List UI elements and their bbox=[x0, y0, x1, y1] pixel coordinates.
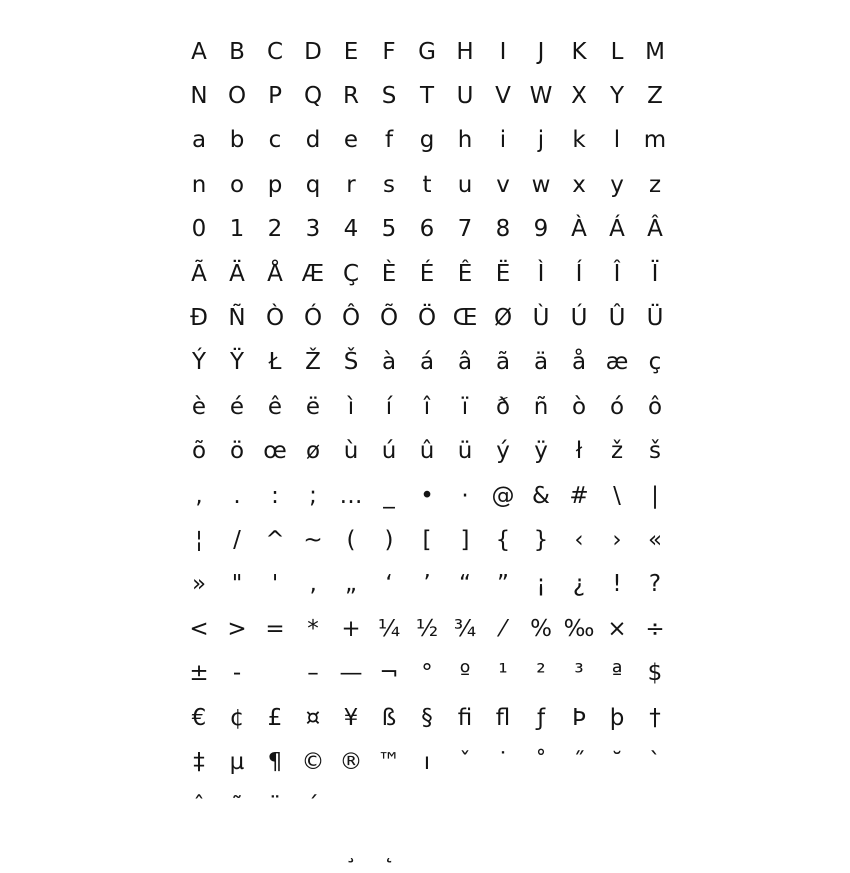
glyph-cell: ª bbox=[611, 660, 623, 687]
glyph-cell: ² bbox=[536, 660, 546, 687]
glyph-cell: Ø bbox=[493, 305, 513, 332]
glyph-cell: œ bbox=[263, 438, 287, 465]
glyph-cell: [ bbox=[422, 526, 432, 553]
glyph-cell: Ÿ bbox=[229, 349, 245, 376]
glyph-cell: Œ bbox=[452, 305, 478, 332]
glyph-cell: ™ bbox=[377, 748, 401, 775]
glyph-cell: í bbox=[385, 393, 393, 420]
glyph-cell: 9 bbox=[533, 216, 549, 243]
glyph-cell: Ý bbox=[191, 349, 207, 376]
glyph-cell: ˇ bbox=[459, 748, 471, 775]
glyph-row bbox=[180, 30, 674, 74]
glyph-cell: ˚ bbox=[535, 748, 547, 775]
glyph-cell: Ž bbox=[305, 349, 321, 376]
glyph-cell: { bbox=[495, 526, 511, 553]
glyph-cell: º bbox=[459, 660, 471, 687]
glyph-cell: Ł bbox=[268, 349, 282, 376]
glyph-cell: Ò bbox=[265, 305, 285, 332]
glyph-cell: N bbox=[190, 83, 208, 110]
glyph-cell: é bbox=[229, 393, 245, 420]
glyph-cell: & bbox=[532, 482, 550, 509]
glyph-cell: ç bbox=[648, 349, 662, 376]
glyph-cell: C bbox=[266, 38, 284, 65]
glyph-cell: ì bbox=[347, 393, 355, 420]
glyph-cell: ƒ bbox=[536, 704, 546, 731]
glyph-cell: ] bbox=[460, 526, 470, 553]
glyph-cell: ú bbox=[381, 438, 397, 465]
glyph-cell: Š bbox=[343, 349, 359, 376]
glyph-cell: 0 bbox=[191, 216, 207, 243]
glyph-cell: £ bbox=[267, 704, 283, 731]
glyph-cell: ^ bbox=[265, 526, 285, 553]
glyph-row bbox=[180, 385, 674, 429]
glyph-cell: ( bbox=[346, 526, 356, 553]
glyph-cell: V bbox=[495, 83, 511, 110]
glyph-cell: % bbox=[530, 615, 552, 642]
glyph-cell: ¦ bbox=[195, 526, 203, 553]
glyph-cell: f bbox=[384, 127, 394, 154]
glyph-cell: – bbox=[307, 660, 319, 687]
glyph-cell: ; bbox=[309, 482, 317, 509]
glyph-cell: • bbox=[420, 482, 434, 509]
glyph-cell: ã bbox=[495, 349, 511, 376]
glyph-cell: : bbox=[271, 482, 279, 509]
glyph-cell: ë bbox=[305, 393, 321, 420]
glyph-cell: < bbox=[189, 615, 209, 642]
glyph-cell: u bbox=[457, 171, 473, 198]
glyph-cell: c bbox=[268, 127, 282, 154]
glyph-cell: î bbox=[423, 393, 431, 420]
glyph-cell: h bbox=[457, 127, 473, 154]
glyph-cell: \ bbox=[613, 482, 621, 509]
glyph-cell: š bbox=[649, 438, 661, 465]
glyph-cell: ÷ bbox=[645, 615, 665, 642]
glyph-cell: è bbox=[191, 393, 207, 420]
glyph-row bbox=[180, 208, 674, 252]
glyph-row bbox=[180, 74, 674, 118]
glyph-cell: ´ bbox=[307, 793, 319, 820]
glyph-cell: _ bbox=[383, 482, 395, 509]
glyph-cell: ˘ bbox=[611, 748, 623, 775]
glyph-cell: ! bbox=[612, 571, 622, 598]
glyph-cell: ¾ bbox=[453, 615, 477, 642]
glyph-cell: P bbox=[268, 83, 282, 110]
glyph-cell: 2 bbox=[267, 216, 283, 243]
glyph-cell: n bbox=[191, 171, 207, 198]
glyph-cell: ð bbox=[495, 393, 511, 420]
glyph-cell: w bbox=[531, 171, 551, 198]
glyph-cell: ½ bbox=[415, 615, 439, 642]
glyph-cell: @ bbox=[491, 482, 515, 509]
glyph-cell: … bbox=[339, 482, 363, 509]
glyph-cell: Ú bbox=[570, 305, 588, 332]
glyph-cell: ¢ bbox=[229, 704, 245, 731]
glyph-cell: Ô bbox=[341, 305, 361, 332]
glyph-cell: K bbox=[571, 38, 587, 65]
glyph-cell: ó bbox=[609, 393, 625, 420]
glyph-cell: W bbox=[529, 83, 553, 110]
glyph-cell: ’ bbox=[423, 571, 431, 598]
glyph-cell: ‡ bbox=[193, 748, 205, 775]
glyph-cell: A bbox=[191, 38, 207, 65]
glyph-cell: 6 bbox=[419, 216, 435, 243]
glyph-cell: x bbox=[572, 171, 586, 198]
glyph-cell: ˜ bbox=[231, 793, 243, 820]
glyph-cell: M bbox=[645, 38, 665, 65]
glyph-cell: Í bbox=[575, 260, 583, 287]
glyph-cell: 7 bbox=[457, 216, 473, 243]
glyph-cell: s bbox=[383, 171, 395, 198]
glyph-cell: b bbox=[229, 127, 245, 154]
glyph-cell: # bbox=[569, 482, 589, 509]
glyph-cell: † bbox=[649, 704, 661, 731]
glyph-cell: * bbox=[307, 615, 319, 642]
glyph-cell: ö bbox=[229, 438, 245, 465]
glyph-cell: " bbox=[231, 571, 243, 598]
glyph-cell: ù bbox=[343, 438, 359, 465]
glyph-row bbox=[180, 341, 674, 385]
glyph-cell: r bbox=[346, 171, 356, 198]
glyph-cell: Î bbox=[613, 260, 621, 287]
glyph-cell: ˝ bbox=[573, 748, 585, 775]
glyph-cell: Ü bbox=[646, 305, 664, 332]
glyph-cell: = bbox=[265, 615, 285, 642]
glyph-cell: l bbox=[613, 127, 621, 154]
glyph-cell: õ bbox=[191, 438, 207, 465]
glyph-cell: ¹ bbox=[498, 660, 508, 687]
glyph-row bbox=[180, 651, 674, 695]
glyph-row bbox=[180, 607, 674, 651]
glyph-cell: · bbox=[461, 482, 469, 509]
glyph-cell: a bbox=[191, 127, 207, 154]
glyph-cell: t bbox=[422, 171, 432, 198]
glyph-cell: T bbox=[419, 83, 435, 110]
glyph-cell: ⁄ bbox=[501, 615, 505, 642]
glyph-cell: + bbox=[341, 615, 361, 642]
glyph-cell: R bbox=[343, 83, 359, 110]
glyph-cell: ‘ bbox=[385, 571, 393, 598]
glyph-cell: E bbox=[343, 38, 359, 65]
glyph-cell: Æ bbox=[301, 260, 325, 287]
glyph-cell: | bbox=[651, 482, 659, 509]
glyph-cell: . bbox=[233, 482, 241, 509]
glyph-cell: 8 bbox=[495, 216, 511, 243]
glyph-cell: ? bbox=[648, 571, 662, 598]
glyph-cell: - bbox=[232, 660, 242, 687]
glyph-cell: “ bbox=[459, 571, 471, 598]
glyph-row bbox=[180, 163, 674, 207]
glyph-cell: © bbox=[301, 748, 325, 775]
glyph-cell: Ç bbox=[342, 260, 360, 287]
glyph-sheet bbox=[180, 30, 674, 873]
glyph-cell: i bbox=[499, 127, 507, 154]
glyph-cell: ¨ bbox=[269, 793, 281, 820]
glyph-cell: › bbox=[612, 526, 622, 553]
glyph-cell: o bbox=[229, 171, 245, 198]
glyph-cell: ˛ bbox=[383, 837, 395, 864]
glyph-cell: á bbox=[419, 349, 435, 376]
glyph-cell: ' bbox=[271, 571, 279, 598]
glyph-cell: / bbox=[233, 526, 241, 553]
glyph-cell: ¿ bbox=[572, 571, 586, 598]
glyph-cell: Á bbox=[609, 216, 625, 243]
glyph-cell: G bbox=[418, 38, 436, 65]
glyph-cell: ¬ bbox=[379, 660, 399, 687]
glyph-cell: ł bbox=[575, 438, 583, 465]
glyph-cell: Ï bbox=[651, 260, 659, 287]
glyph-row bbox=[180, 474, 674, 518]
glyph-cell: Þ bbox=[572, 704, 586, 731]
glyph-cell: U bbox=[456, 83, 474, 110]
glyph-cell: g bbox=[419, 127, 435, 154]
glyph-cell: z bbox=[648, 171, 662, 198]
glyph-cell: û bbox=[419, 438, 435, 465]
glyph-cell: 3 bbox=[305, 216, 321, 243]
glyph-cell: > bbox=[227, 615, 247, 642]
glyph-cell: y bbox=[610, 171, 624, 198]
glyph-cell: ¡ bbox=[536, 571, 546, 598]
glyph-cell: ﬂ bbox=[495, 704, 511, 731]
glyph-cell: e bbox=[343, 127, 359, 154]
glyph-cell: Ö bbox=[417, 305, 437, 332]
glyph-cell: ï bbox=[461, 393, 469, 420]
glyph-cell: ¸ bbox=[345, 837, 357, 864]
glyph-cell: ) bbox=[384, 526, 394, 553]
glyph-cell: ‹ bbox=[574, 526, 584, 553]
glyph-cell: — bbox=[339, 660, 363, 687]
glyph-cell: I bbox=[499, 38, 507, 65]
glyph-cell: ß bbox=[381, 704, 397, 731]
glyph-cell: L bbox=[610, 38, 624, 65]
glyph-cell: ÿ bbox=[534, 438, 548, 465]
glyph-cell: » bbox=[191, 571, 207, 598]
glyph-cell: â bbox=[457, 349, 473, 376]
glyph-cell: ” bbox=[497, 571, 509, 598]
glyph-cell: Õ bbox=[379, 305, 399, 332]
glyph-cell: § bbox=[421, 704, 433, 731]
glyph-cell: ä bbox=[533, 349, 549, 376]
glyph-cell: ˆ bbox=[193, 793, 205, 820]
glyph-cell: m bbox=[643, 127, 667, 154]
glyph-cell: , bbox=[195, 482, 203, 509]
glyph-cell: Z bbox=[647, 83, 663, 110]
glyph-cell: j bbox=[537, 127, 545, 154]
glyph-cell: ﬁ bbox=[457, 704, 473, 731]
glyph-cell: q bbox=[305, 171, 321, 198]
glyph-cell: € bbox=[191, 704, 207, 731]
glyph-cell: „ bbox=[345, 571, 357, 598]
glyph-cell: ³ bbox=[574, 660, 584, 687]
glyph-row bbox=[180, 252, 674, 296]
glyph-cell: ¥ bbox=[343, 704, 359, 731]
glyph-cell: S bbox=[381, 83, 397, 110]
glyph-row bbox=[180, 119, 674, 163]
glyph-cell: v bbox=[496, 171, 510, 198]
glyph-cell: Ë bbox=[495, 260, 511, 287]
glyph-cell: 1 bbox=[229, 216, 245, 243]
glyph-cell: ò bbox=[571, 393, 587, 420]
glyph-cell: ® bbox=[339, 748, 363, 775]
glyph-cell: É bbox=[419, 260, 435, 287]
glyph-cell: H bbox=[456, 38, 474, 65]
glyph-cell: F bbox=[382, 38, 396, 65]
glyph-cell: Đ bbox=[190, 305, 208, 332]
glyph-cell: ô bbox=[647, 393, 663, 420]
glyph-cell: × bbox=[607, 615, 627, 642]
glyph-cell: Ó bbox=[303, 305, 323, 332]
glyph-cell: Ä bbox=[229, 260, 245, 287]
glyph-cell: 5 bbox=[381, 216, 397, 243]
glyph-cell: Ã bbox=[191, 260, 207, 287]
glyph-cell: « bbox=[647, 526, 663, 553]
glyph-cell: ~ bbox=[303, 526, 323, 553]
glyph-cell: Ù bbox=[532, 305, 550, 332]
glyph-row bbox=[180, 785, 674, 829]
glyph-row bbox=[180, 696, 674, 740]
glyph-cell: À bbox=[571, 216, 587, 243]
glyph-cell: ø bbox=[305, 438, 321, 465]
glyph-cell: Ê bbox=[457, 260, 473, 287]
glyph-cell: } bbox=[533, 526, 549, 553]
glyph-cell: d bbox=[305, 127, 321, 154]
glyph-row bbox=[180, 296, 674, 340]
glyph-cell: È bbox=[381, 260, 397, 287]
glyph-row bbox=[180, 430, 674, 474]
glyph-cell: Q bbox=[303, 83, 323, 110]
glyph-cell: J bbox=[537, 38, 545, 65]
glyph-cell: ž bbox=[610, 438, 624, 465]
glyph-cell: ê bbox=[267, 393, 283, 420]
glyph-cell: 4 bbox=[343, 216, 359, 243]
glyph-row bbox=[180, 829, 674, 873]
glyph-cell: ‰ bbox=[563, 615, 595, 642]
glyph-cell: ‚ bbox=[309, 571, 317, 598]
glyph-cell: ñ bbox=[533, 393, 549, 420]
glyph-cell: ¶ bbox=[267, 748, 283, 775]
glyph-cell: D bbox=[304, 38, 322, 65]
glyph-cell: p bbox=[267, 171, 283, 198]
glyph-cell: ° bbox=[421, 660, 433, 687]
glyph-cell: Y bbox=[609, 83, 625, 110]
glyph-cell: Å bbox=[267, 260, 283, 287]
glyph-cell: X bbox=[571, 83, 587, 110]
glyph-cell: ı bbox=[423, 748, 431, 775]
glyph-cell: ˙ bbox=[497, 748, 509, 775]
glyph-cell: ± bbox=[189, 660, 209, 687]
glyph-cell: à bbox=[381, 349, 397, 376]
glyph-cell: Â bbox=[647, 216, 663, 243]
glyph-cell: þ bbox=[609, 704, 625, 731]
glyph-cell: O bbox=[227, 83, 247, 110]
glyph-cell: ` bbox=[649, 748, 661, 775]
glyph-cell: µ bbox=[229, 748, 245, 775]
glyph-cell: Ì bbox=[537, 260, 545, 287]
glyph-cell: ¤ bbox=[305, 704, 321, 731]
glyph-row bbox=[180, 740, 674, 784]
glyph-cell: ý bbox=[496, 438, 510, 465]
glyph-cell: Ñ bbox=[228, 305, 246, 332]
glyph-cell: æ bbox=[605, 349, 629, 376]
glyph-cell: ¼ bbox=[377, 615, 401, 642]
glyph-cell: ü bbox=[457, 438, 473, 465]
glyph-cell: å bbox=[571, 349, 587, 376]
glyph-cell: $ bbox=[647, 660, 663, 687]
glyph-row bbox=[180, 563, 674, 607]
glyph-cell: B bbox=[229, 38, 245, 65]
glyph-cell: Û bbox=[608, 305, 626, 332]
glyph-row bbox=[180, 518, 674, 562]
glyph-cell: k bbox=[572, 127, 586, 154]
